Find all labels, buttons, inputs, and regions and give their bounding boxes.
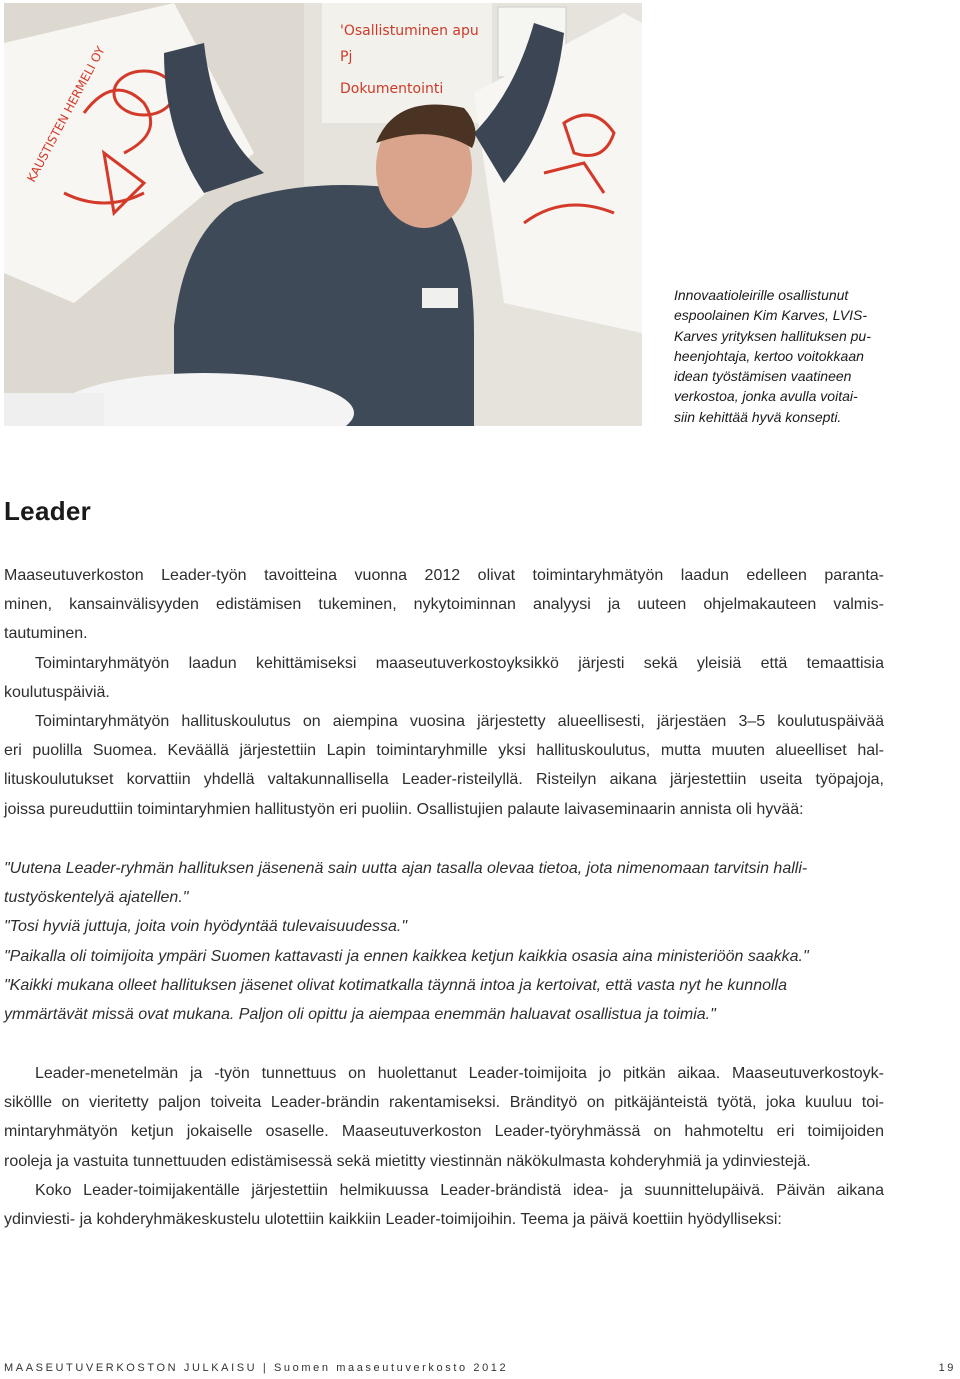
footer-separator: | xyxy=(262,1362,269,1374)
caption-line: espoolainen Kim Karves, LVIS- xyxy=(674,307,867,324)
quote-line: "Paikalla oli toimijoita ympäri Suomen kattavasti ja ennen kaikkea ketjun kaikkia osasia aina ministeriöön saakka." xyxy=(4,947,809,965)
section-heading: Leader xyxy=(4,496,92,526)
wall-sign-bottom: Dokumentointi xyxy=(340,81,444,97)
paragraph-line: mintaryhmätyön ketjun jokaiselle osaselle. Maaseutuverkoston Leader-työryhmässä on hahmoteltu eri toimijoiden xyxy=(4,1123,884,1141)
footer-subtitle: Suomen maaseutuverkosto 2012 xyxy=(274,1362,509,1374)
paragraph-line: minen, kansainvälisyyden edistämisen tukeminen, nykytoiminnan analyysi ja uuteen ohjelmakauteen valmis- xyxy=(4,596,884,614)
paragraph-line: koulutuspäiviä. xyxy=(4,683,110,701)
wall-sign-mid: Pj xyxy=(340,49,353,65)
page-footer xyxy=(4,1362,956,1378)
feedback-quotes xyxy=(4,854,884,1029)
quote-line: tustyöskentelyä ajatellen." xyxy=(4,889,189,907)
caption-line: Karves yrityksen hallituksen pu- xyxy=(674,327,871,344)
page-number: 19 xyxy=(938,1362,956,1374)
caption-line: heenjohtaja, kertoo voitokkaan xyxy=(674,347,864,364)
quote-line: "Tosi hyviä juttuja, joita voin hyödyntää tulevaisuudessa." xyxy=(4,918,408,936)
paragraph-line: eri puolilla Suomea. Keväällä järjestettiin Lapin toimintaryhmille yksi hallituskoulutus, mutta muuten alueelliset hal- xyxy=(4,742,884,760)
flipchart-left-text: KAUSTISTEN HERMELI OY xyxy=(24,44,108,185)
caption-line: Innovaatioleirille osallistunut xyxy=(674,287,849,303)
paragraph-line: ydinviesti- ja kohderyhmäkeskustelu ulotettiin kaikkiin Leader-toimijoihin. Teema ja päivä koettiin hyödylliseksi: xyxy=(4,1211,782,1229)
photo-caption xyxy=(674,285,884,427)
paragraph-line: Koko Leader-toimijakentälle järjestettiin helmikuussa Leader-brändistä idea- ja suunnittelupäivä. Päivän aikana xyxy=(35,1181,884,1199)
quote-line: "Uutena Leader-ryhmän hallituksen jäsenenä sain uutta ajan tasalla olevaa tietoa, jota nimenomaan tarvitsin halli- xyxy=(4,860,808,877)
paragraph-line: Toimintaryhmätyön laadun kehittämiseksi maaseutuverkostoyksikkö järjesti sekä yleisiä että temaattisia xyxy=(35,654,884,672)
paragraph-line: siköllle on vieritetty paljon toiveita Leader-brändin rakentamiseksi. Brändityö on pitkäjänteistä työtä, joka kuuluu toi- xyxy=(4,1094,884,1112)
paragraph-line: Toimintaryhmätyön hallituskoulutus on aiempina vuosina järjestetty alueellisesti, järjestäen 3–5 koulutuspäivää xyxy=(35,713,884,731)
caption-line: verkostoa, jonka avulla voitai- xyxy=(674,388,858,405)
body-text-2 xyxy=(4,1059,884,1234)
paragraph-line: Maaseutuverkoston Leader-työn tavoitteina vuonna 2012 olivat toimintaryhmätyön laadun edelleen paranta- xyxy=(4,567,884,584)
paragraph-line: rooleja ja vastuita tunnettuuden edistämisessä sekä mietitty viestinnän näkökulmasta kohderyhmiä ja ydinviestejä. xyxy=(4,1152,811,1170)
paragraph-line: tautuminen. xyxy=(4,625,88,643)
quote-line: ymmärtävät missä ovat mukana. Paljon oli opittu ja aiempaa enemmän haluavat osallistua ja toimia." xyxy=(4,1006,716,1024)
article-photo xyxy=(4,3,642,426)
paragraph-line: Leader-menetelmän ja -työn tunnettuus on huolettanut Leader-toimijoita jo pitkän aikaa. Maaseutuverkostoyk- xyxy=(35,1065,884,1082)
footer-publication xyxy=(4,1362,508,1374)
wall-sign-top: 'Osallistuminen apu xyxy=(340,23,479,39)
body-text xyxy=(4,561,884,824)
paragraph-line: lituskoulutukset korvattiin yhdellä valtakunnallisella Leader-risteilyllä. Risteilyn aikana järjestettiin useita työpajoja, xyxy=(4,771,884,789)
caption-line: siin kehittää hyvä konsepti. xyxy=(674,408,842,425)
paragraph-line: joissa pureuduttiin toimintaryhmien hallitustyön eri puoliin. Osallistujien palaute laivaseminaarin annista oli hyvää: xyxy=(4,800,804,818)
footer-publication-name: MAASEUTUVERKOSTON JULKAISU xyxy=(4,1362,258,1374)
caption-line: idean työstämisen vaatineen xyxy=(674,368,852,385)
quote-line: "Kaikki mukana olleet hallituksen jäsenet olivat kotimatkalla täynnä intoa ja kertoivat, että vasta nyt he kunnolla xyxy=(4,976,788,994)
